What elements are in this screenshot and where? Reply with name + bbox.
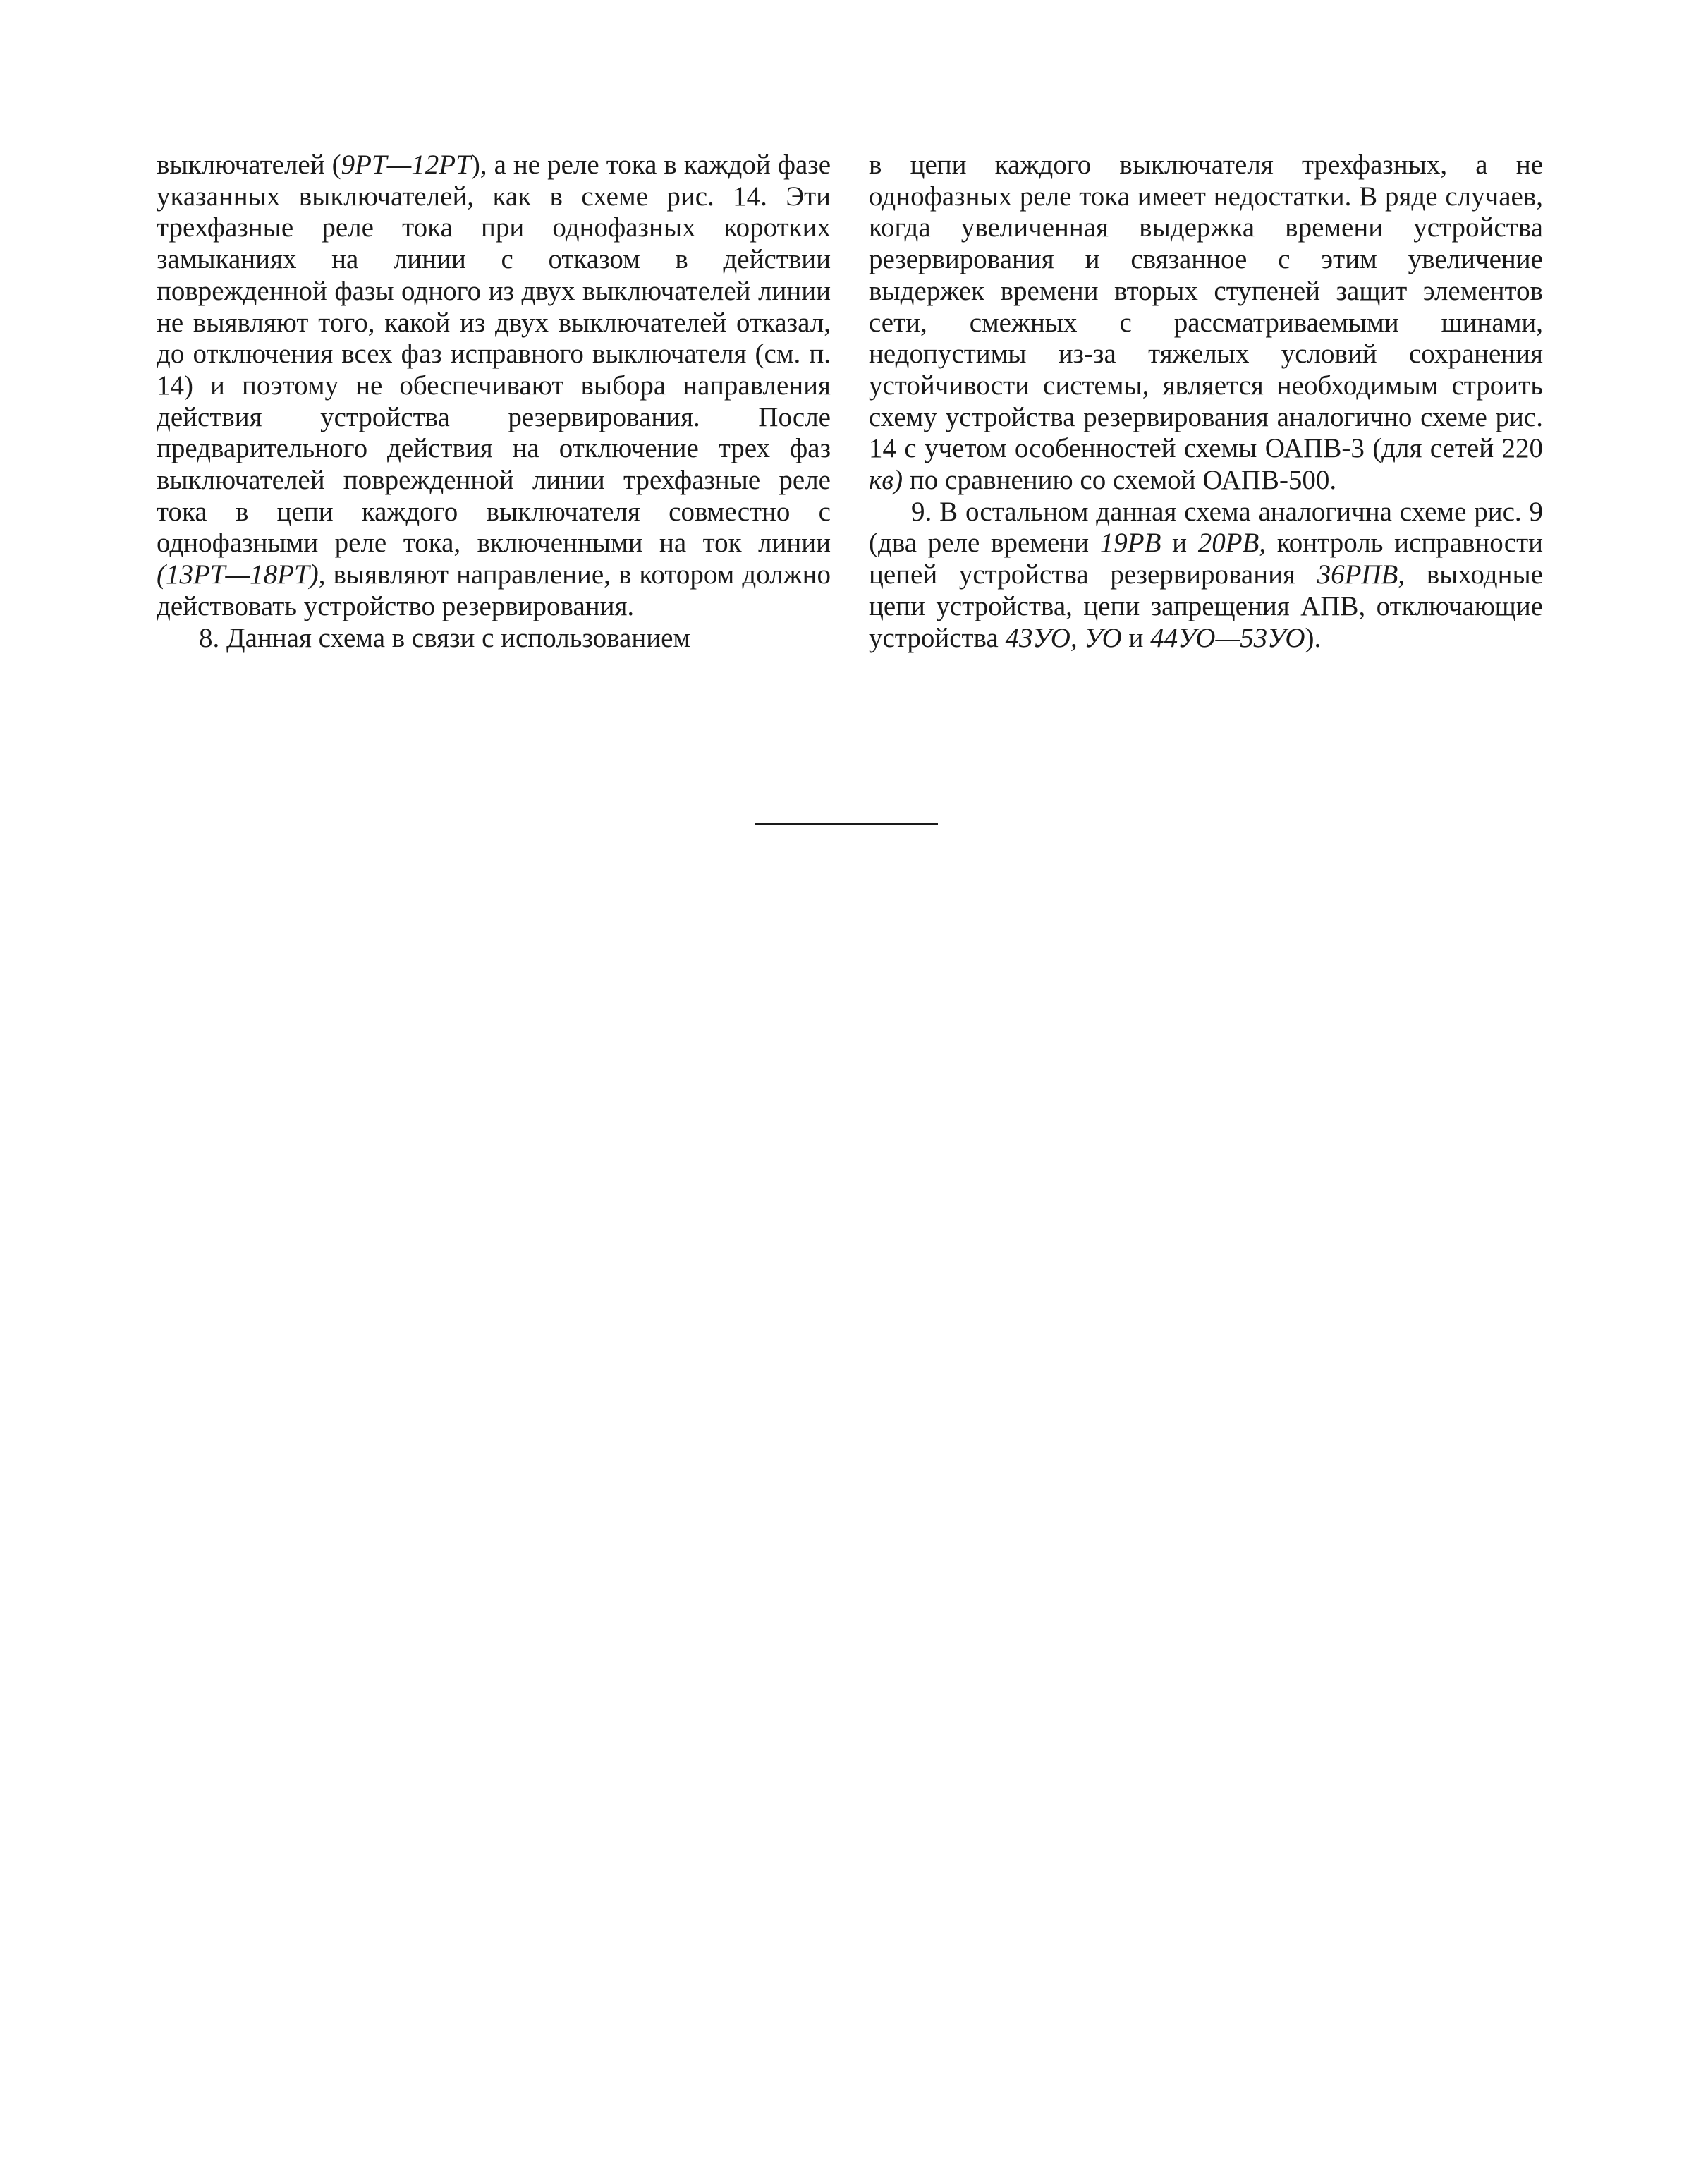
relay-designation: 9PT—12PT (341, 150, 471, 180)
text-run: выходные цепи устройства, цепи запрещения АПВ, отключающие устройства (869, 559, 1543, 653)
paragraph (157, 150, 831, 623)
text-run: , выявляют направление, в котором должно действовать устройство резервирования. (157, 559, 831, 621)
text-run: ), а не реле тока в каждой фазе указанных выключателей, как в схеме рис. 14. Эти трехфазные реле тока при однофазных коротких замыканиях на линии с отказом в действии поврежденной фазы одного из двух выключателей линии не выявляют того, какой из двух выключателей отказал, до отключения всех фаз исправного выключателя (см. п. 14) и поэтому не обеспечивают выбора направления действия устройства резервирования. После предварительного действия на отключение трех фаз выключателей поврежденной линии трехфазные реле тока в цепи каждого выключателя совместно с однофазными реле тока, включенными на ток линии (157, 150, 831, 559)
right-text-column (869, 150, 1543, 654)
text-run: и (1161, 528, 1198, 559)
unit-label: кв) (869, 465, 903, 496)
paragraph-8: 8. Данная схема в связи с использованием (199, 622, 691, 653)
text-run: контроль исправности цепей устройства резервирования (869, 528, 1543, 590)
relay-designation: (13PT—18PT) (157, 559, 319, 590)
text-run: по сравнению со схемой ОАПВ-500. (903, 465, 1337, 496)
device-designation: 43УО, УО (1005, 622, 1122, 653)
relay-designation: 36РПВ, (1317, 559, 1405, 590)
text-run: выключателей ( (157, 150, 341, 180)
paragraph (869, 150, 1543, 497)
text-run: ). (1305, 622, 1322, 653)
section-end-rule (755, 823, 938, 825)
device-designation: 44УО—53УО (1150, 622, 1305, 653)
relay-designation: 20PB, (1197, 528, 1267, 559)
left-text-column (157, 150, 831, 654)
paragraph-9 (869, 497, 1543, 655)
text-run: в цепи каждого выключателя трехфазных, а не однофазных реле тока имеет недостатки. В ряде случаев, когда увеличенная выдержка времени устройства резервирования и связанное с этим увеличение выдержек времени вторых ступеней защит элементов сети, смежных с рассматриваемыми шинами, недопустимы из-за тяжелых условий сохранения устойчивости системы, является необходимым строить схему устройства резервирования аналогично схеме рис. 14 с учетом особенностей схемы ОАПВ-3 (для сетей 220 (869, 150, 1543, 464)
text-run: 9. В остальном данная схема аналогична схеме рис. 9 (два реле времени (869, 496, 1543, 559)
relay-designation: 19PB (1099, 528, 1161, 559)
text-run: и (1121, 622, 1151, 653)
